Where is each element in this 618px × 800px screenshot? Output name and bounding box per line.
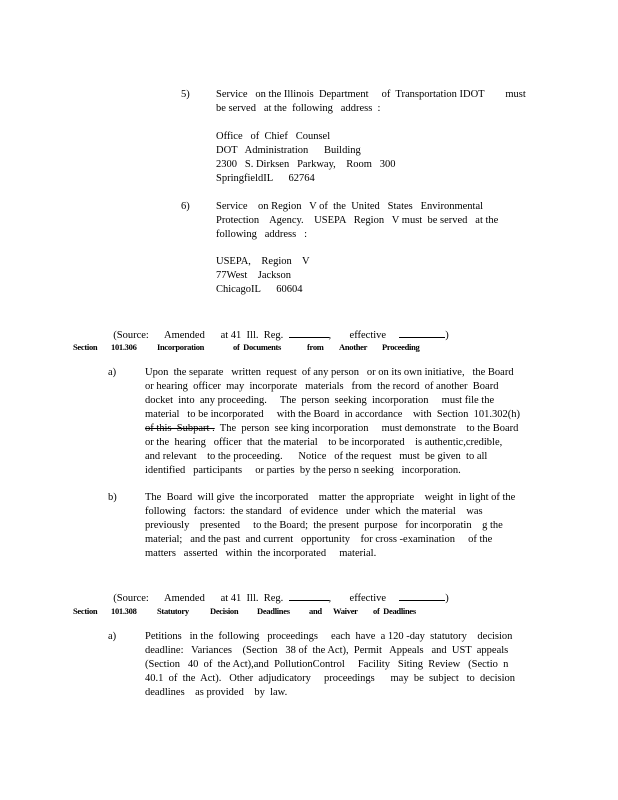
source-comma: , [328, 330, 332, 341]
source-comma: , [328, 593, 332, 604]
source-amended: Amended [164, 330, 205, 341]
item6-line-3: following address : [216, 229, 307, 240]
section-label: Section [73, 342, 98, 352]
address-line: 2300 S. Dirksen Parkway, Room 300 [216, 159, 396, 170]
blank-line [289, 326, 329, 338]
section-title-word: Proceeding [382, 342, 420, 352]
source-open: (Source: [113, 593, 149, 604]
para-number: b) [108, 492, 117, 503]
para-line [145, 422, 518, 436]
struck-text: of this Subpart . [145, 423, 215, 434]
source-effective: effective [349, 593, 387, 604]
source-close: ) [445, 593, 449, 604]
para-number: a) [108, 367, 117, 378]
section-title-word: Deadlines [257, 606, 290, 616]
para-line-rest: The person see king incorporation must demonstrate to the Board [214, 423, 519, 434]
section-title-word: Decision [210, 606, 239, 616]
item5-line-1: Service on the Illinois Department of Transportation IDOT must [216, 89, 526, 100]
para-line: previously presented to the Board; the present purpose for incorporatin g the [145, 520, 503, 531]
para-line: or hearing officer may incorporate materials from the record of another Board [145, 381, 499, 392]
section-title-word: from [307, 342, 324, 352]
section-title-word: Another [339, 342, 368, 352]
section-title-word: and [309, 606, 322, 616]
section-title-word: of Documents [233, 342, 282, 352]
item-number: 6) [181, 201, 190, 212]
item5-line-2: be served at the following address : [216, 103, 381, 114]
section-title-word: of Deadlines [373, 606, 416, 616]
item-number: 5) [181, 89, 190, 100]
para-line: deadline: Variances (Section 38 of the Act), Permit Appeals and UST appeals [145, 645, 509, 656]
source-note [108, 575, 449, 606]
address-line: 77West Jackson [216, 270, 291, 281]
section-title-word: Waiver [333, 606, 358, 616]
blank-line [399, 326, 445, 338]
source-reg: at 41 Ill. Reg. [220, 593, 284, 604]
section-title-word: Incorporation [157, 342, 205, 352]
address-line: ChicagoIL 60604 [216, 284, 303, 295]
para-line: Petitions in the following proceedings each have a 120 -day statutory decision [145, 631, 513, 642]
address-line: DOT Administration Building [216, 145, 361, 156]
address-line: Office of Chief Counsel [216, 131, 331, 142]
para-line: The Board will give the incorporated matter the appropriate weight in light of the [145, 492, 516, 503]
item6-line-2: Protection Agency. USEPA Region V must be served at the [216, 215, 499, 226]
para-line: (Section 40 of the Act),and PollutionControl Facility Siting Review (Sectio n [145, 659, 509, 670]
para-line: 40.1 of the Act). Other adjudicatory proceedings may be subject to decision [145, 673, 516, 684]
section-number: 101.306 [111, 342, 137, 352]
address-line: USEPA, Region V [216, 256, 310, 267]
section-title-word: Statutory [157, 606, 189, 616]
para-line: material; and the past and current opportunity for cross -examination of the [145, 534, 493, 545]
section-label: Section [73, 606, 98, 616]
item6-line-1: Service on Region V of the United States Environmental [216, 201, 484, 212]
source-open: (Source: [113, 330, 149, 341]
source-effective: effective [349, 330, 387, 341]
blank-line [289, 589, 329, 601]
para-line: deadlines as provided by law. [145, 687, 288, 698]
source-amended: Amended [164, 593, 205, 604]
source-note [108, 312, 449, 343]
para-line: identified participants or parties by the perso n seeking incorporation. [145, 465, 461, 476]
para-line: material to be incorporated with the Board in accordance with Section 101.302(h) [145, 409, 520, 420]
address-line: SpringfieldIL 62764 [216, 173, 315, 184]
para-number: a) [108, 631, 117, 642]
para-line: and relevant to the proceeding. Notice of the request must be given to all [145, 451, 488, 462]
para-line: Upon the separate written request of any person or on its own initiative, the Board [145, 367, 514, 378]
para-line: following factors: the standard of evidence under which the material was [145, 506, 483, 517]
source-close: ) [445, 330, 449, 341]
para-line: docket into any proceeding. The person seeking incorporation must file the [145, 395, 495, 406]
section-number: 101.308 [111, 606, 137, 616]
source-reg: at 41 Ill. Reg. [220, 330, 284, 341]
para-line: matters asserted within the incorporated material. [145, 548, 377, 559]
blank-line [399, 589, 445, 601]
para-line: or the hearing officer that the material to be incorporated is authentic,credible, [145, 437, 503, 448]
